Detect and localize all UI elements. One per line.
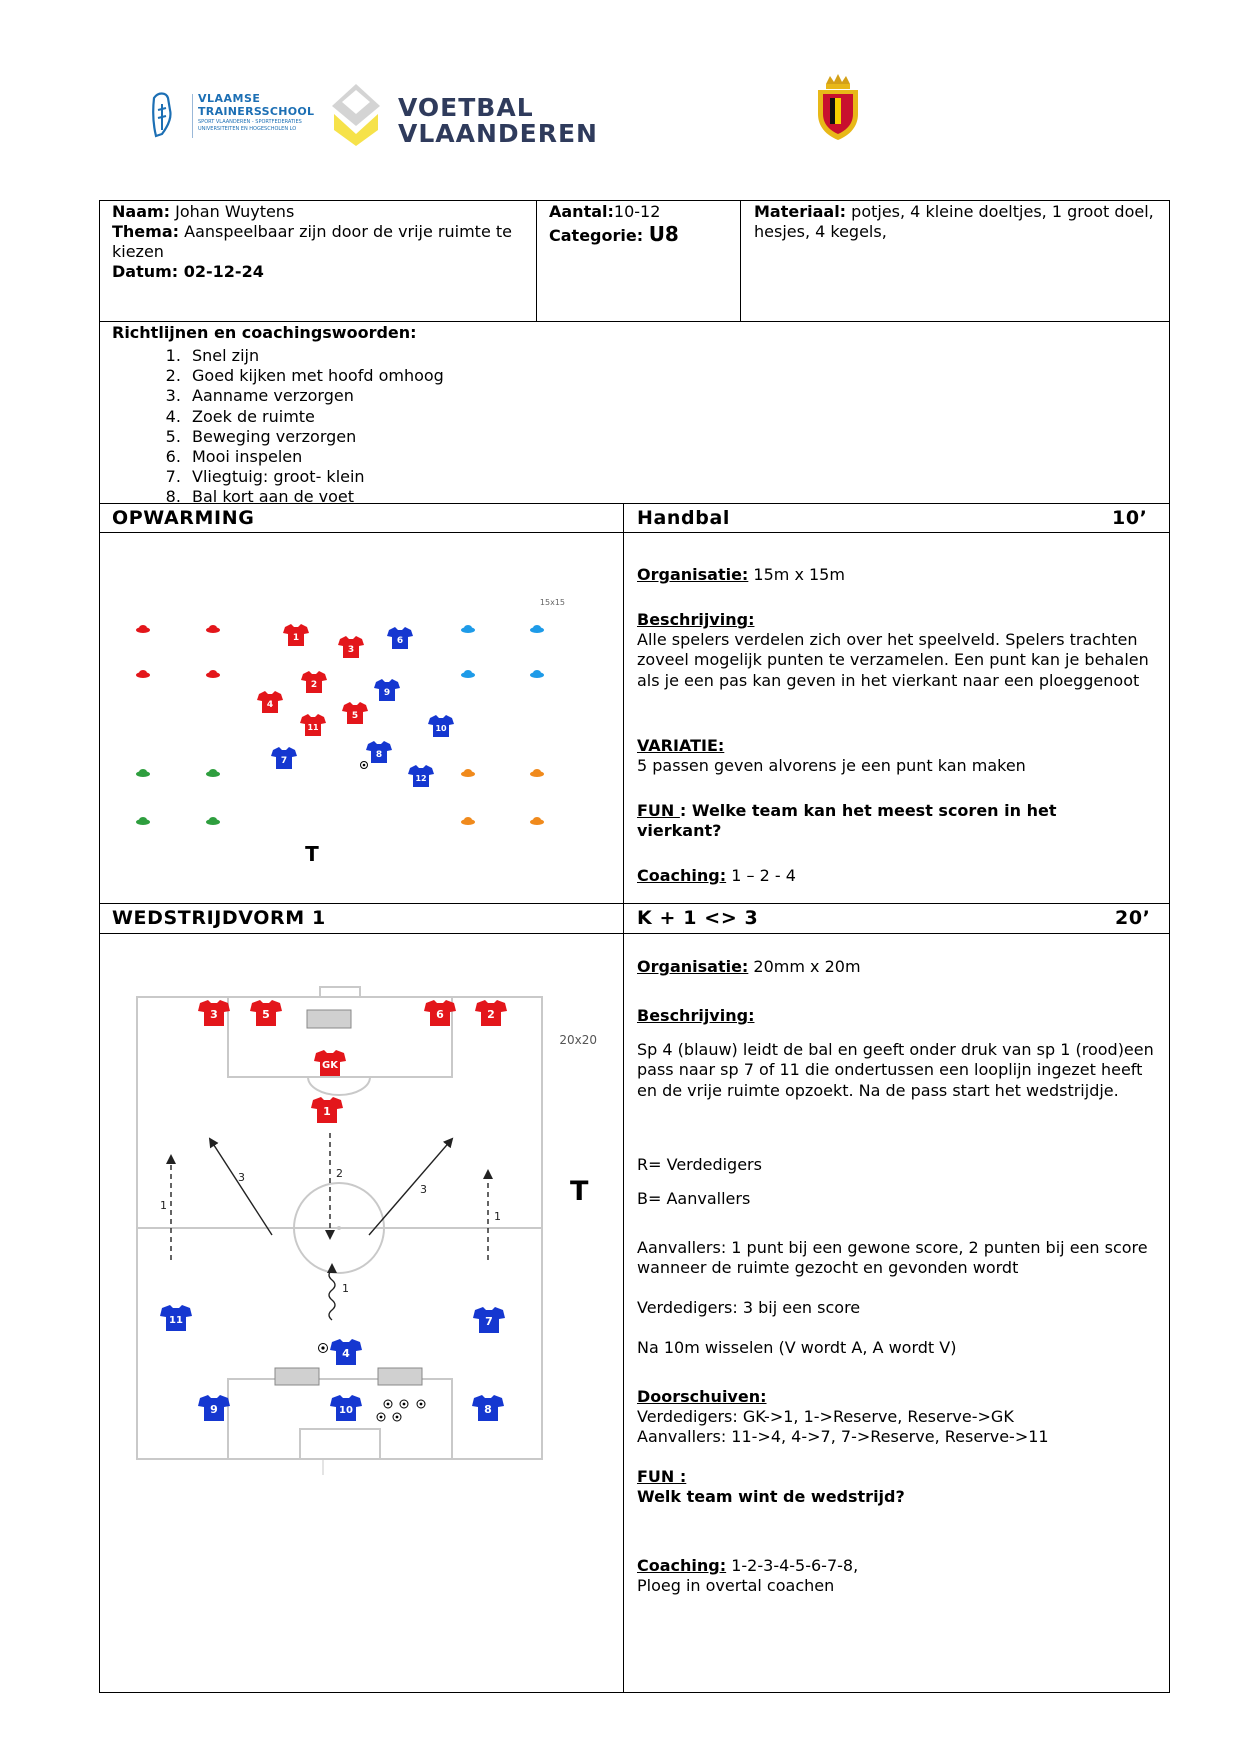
- svg-text:5: 5: [262, 1008, 270, 1021]
- naam-value: Johan Wuytens: [170, 202, 295, 221]
- wv-wissel-text: Na 10m wisselen (V wordt A, A wordt V): [637, 1338, 957, 1357]
- svg-text:6: 6: [396, 636, 404, 646]
- trainer-marker: T: [305, 842, 319, 865]
- wv-b-line: B= Aanvallers: [637, 1189, 751, 1208]
- coaching-label: Coaching:: [637, 1556, 727, 1575]
- thema-line: [112, 222, 532, 263]
- red-player: [475, 1000, 507, 1026]
- red-players: [198, 1000, 507, 1123]
- blue-cones: [461, 625, 544, 678]
- opwarming-diagram: [110, 585, 580, 865]
- red-player: [311, 1097, 343, 1123]
- coaching-value: 1 – 2 - 4: [726, 866, 796, 885]
- wv-coaching: [637, 1556, 858, 1576]
- red-player: [342, 702, 368, 724]
- opw-fun: [637, 801, 1117, 842]
- svg-text:8: 8: [484, 1403, 492, 1416]
- blue-player: [374, 679, 400, 701]
- red-player: [301, 671, 327, 693]
- naam-label: Naam:: [112, 202, 171, 221]
- wv-fun-text: Welk team wint de wedstrijd?: [637, 1487, 905, 1506]
- wv-beschrijving-label: Beschrijving:: [637, 1006, 755, 1025]
- aantal-line: [549, 202, 660, 222]
- categorie-label: Categorie:: [549, 226, 649, 245]
- wv-beschrijving-text: Sp 4 (blauw) leidt de bal en geeft onder druk van sp 1 (rood)een pass naar sp 7 of 11 die ondertussen een looplijn ingezet heeft en de vrije ruimte opzoekt. Na de pass start het wedstrijdje.: [637, 1040, 1154, 1100]
- field-size-label: 20x20: [559, 1033, 597, 1047]
- wedstrijdvorm-duration: 20’: [1115, 907, 1151, 929]
- categorie-value: U8: [648, 222, 679, 246]
- trainer-marker: T: [570, 1176, 589, 1207]
- red-player: [300, 714, 326, 736]
- list-item: 2. Goed kijken met hoofd omhoog: [186, 366, 444, 386]
- red-player: [198, 1000, 230, 1026]
- red-player: [314, 1050, 346, 1076]
- arrow-labels: [160, 1167, 501, 1295]
- red-player: [250, 1000, 282, 1026]
- thema-label: Thema:: [112, 222, 180, 241]
- aantal-label: Aantal:: [549, 202, 614, 221]
- wv-aanvallers-text: Aanvallers: 1 punt bij een gewone score, 2 punten bij een score wanneer de ruimte gezocht en gevonden wordt: [637, 1238, 1148, 1278]
- list-item: 6. Mooi inspelen: [186, 447, 444, 467]
- vts-line2: TRAINERSSCHOOL: [198, 105, 315, 118]
- org-value: 15m x 15m: [748, 565, 845, 584]
- svg-text:9: 9: [210, 1403, 218, 1416]
- richtlijnen-title: Richtlijnen en coachingswoorden:: [112, 323, 417, 342]
- belgian-football-crest-icon: [812, 74, 864, 142]
- svg-text:11: 11: [169, 1315, 183, 1326]
- svg-text:1: 1: [292, 633, 300, 643]
- wv-coaching-line2: Ploeg in overtal coachen: [637, 1576, 835, 1595]
- field-size-label: 15x15: [539, 598, 565, 607]
- categorie-line: [549, 224, 679, 246]
- fun-label: FUN: [637, 801, 680, 820]
- movement-arrows: [171, 1133, 488, 1320]
- blue-player: [330, 1339, 362, 1365]
- svg-text:2: 2: [487, 1008, 495, 1021]
- svg-text:3: 3: [420, 1183, 427, 1196]
- svg-text:7: 7: [485, 1315, 493, 1328]
- opwarming-exercise-title: Handbal: [637, 507, 730, 529]
- list-item: 1. Snel zijn: [186, 346, 444, 366]
- list-item: 4. Zoek de ruimte: [186, 407, 444, 427]
- green-cones: [136, 769, 220, 825]
- svg-text:2: 2: [310, 680, 318, 690]
- blue-player: [473, 1307, 505, 1333]
- svg-text:3: 3: [347, 645, 355, 655]
- blue-players: [160, 1305, 505, 1421]
- blue-player: [198, 1395, 230, 1421]
- blue-player: [366, 741, 392, 763]
- svg-text:10: 10: [435, 724, 447, 733]
- org-label: Organisatie:: [637, 565, 749, 584]
- svg-text:4: 4: [266, 700, 274, 710]
- richtlijnen-list: [134, 346, 444, 508]
- red-player: [257, 691, 283, 713]
- lion-emblem-icon: [148, 90, 196, 142]
- org-value: 20mm x 20m: [748, 957, 861, 976]
- blue-player: [330, 1395, 362, 1421]
- vts-line1: VLAAMSE: [198, 92, 261, 105]
- opw-beschrijving-label: Beschrijving:: [637, 610, 755, 629]
- vlaamse-trainersschool-logo: [148, 86, 338, 142]
- coaching-value: 1-2-3-4-5-6-7-8,: [726, 1556, 859, 1575]
- list-item: 8. Bal kort aan de voet: [186, 487, 444, 507]
- opw-organisatie: [637, 565, 845, 585]
- wv-organisatie: [637, 957, 861, 977]
- wedstrijdvorm-exercise-title: K + 1 <> 3: [637, 907, 759, 929]
- naam-line: [112, 202, 522, 222]
- svg-text:3: 3: [238, 1171, 245, 1184]
- blue-player: [271, 747, 297, 769]
- svg-text:7: 7: [280, 756, 288, 766]
- blue-player: [160, 1305, 192, 1331]
- opwarming-duration: 10’: [1112, 507, 1148, 529]
- opw-beschrijving-text: Alle spelers verdelen zich over het speelveld. Spelers trachten zoveel mogelijk punten te verzamelen. Een punt kan je behalen als je een pas kan geven in het vierkant naar een ploeggenoot: [637, 630, 1149, 690]
- orange-cones: [461, 769, 544, 825]
- svg-text:3: 3: [210, 1008, 218, 1021]
- blue-player: [408, 765, 434, 787]
- thema-value: Aanspeelbaar zijn door de vrije ruimte te kiezen: [112, 222, 512, 262]
- aantal-value: 10-12: [613, 202, 661, 221]
- svg-text:8: 8: [375, 750, 383, 760]
- wv-doorschuiven-label: Doorschuiven:: [637, 1387, 767, 1406]
- materiaal-label: Materiaal:: [754, 202, 847, 221]
- svg-text:10: 10: [339, 1405, 353, 1416]
- svg-text:6: 6: [436, 1008, 444, 1021]
- org-label: Organisatie:: [637, 957, 749, 976]
- svg-text:4: 4: [342, 1347, 350, 1360]
- opwarming-section-title: OPWARMING: [112, 507, 255, 529]
- voetbal-vlaanderen-shield-icon: [330, 84, 382, 146]
- materiaal-line: [754, 202, 1162, 243]
- wv-fun-label: FUN :: [637, 1467, 687, 1486]
- blue-player: [472, 1395, 504, 1421]
- opw-coaching: [637, 866, 796, 886]
- blue-player: [428, 715, 454, 737]
- wedstrijdvorm-section-title: WEDSTRIJDVORM 1: [112, 907, 326, 929]
- wv-doorschuiven-line1: Verdedigers: GK->1, 1->Reserve, Reserve->GK: [637, 1407, 1014, 1426]
- datum-line: Datum: 02-12-24: [112, 262, 264, 281]
- svg-text:12: 12: [415, 774, 427, 783]
- red-player: [283, 624, 309, 646]
- list-item: 3. Aanname verzorgen: [186, 386, 444, 406]
- materiaal-value: potjes, 4 kleine doeltjes, 1 groot doel, hesjes, 4 kegels,: [754, 202, 1154, 242]
- opw-variatie-label: VARIATIE:: [637, 736, 725, 755]
- small-goals: [275, 1010, 422, 1385]
- coaching-label: Coaching:: [637, 866, 727, 885]
- list-item: 5. Beweging verzorgen: [186, 427, 444, 447]
- svg-text:2: 2: [336, 1167, 343, 1180]
- brand-line2: VLAANDEREN: [398, 119, 598, 148]
- wv-verdedigers-text: Verdedigers: 3 bij een score: [637, 1298, 861, 1317]
- brand-line1: VOETBAL: [398, 93, 534, 122]
- red-cones: [136, 625, 220, 678]
- opw-variatie-text: 5 passen geven alvorens je een punt kan maken: [637, 756, 1026, 775]
- svg-text:1: 1: [342, 1282, 349, 1295]
- vts-sub1: SPORT VLAANDEREN - SPORTFEDERATIES: [198, 119, 302, 125]
- svg-text:1: 1: [494, 1210, 501, 1223]
- blue-player: [387, 627, 413, 649]
- svg-text:1: 1: [160, 1199, 167, 1212]
- svg-text:1: 1: [323, 1105, 331, 1118]
- list-item: 7. Vliegtuig: groot- klein: [186, 467, 444, 487]
- svg-text:GK: GK: [322, 1060, 338, 1071]
- wv-r-line: R= Verdedigers: [637, 1155, 762, 1174]
- wedstrijdvorm-diagram: [120, 980, 620, 1480]
- fun-text: : Welke team kan het meest scoren in het vierkant?: [637, 801, 1057, 841]
- ball-icon: [361, 762, 368, 769]
- svg-text:5: 5: [351, 711, 359, 721]
- wv-doorschuiven-line2: Aanvallers: 11->4, 4->7, 7->Reserve, Reserve->11: [637, 1427, 1049, 1446]
- svg-text:9: 9: [383, 688, 391, 698]
- vts-sub2: UNIVERSITEITEN EN HOGESCHOLEN LO: [198, 126, 297, 132]
- red-players: [257, 624, 368, 736]
- svg-text:11: 11: [307, 723, 319, 732]
- red-player: [338, 636, 364, 658]
